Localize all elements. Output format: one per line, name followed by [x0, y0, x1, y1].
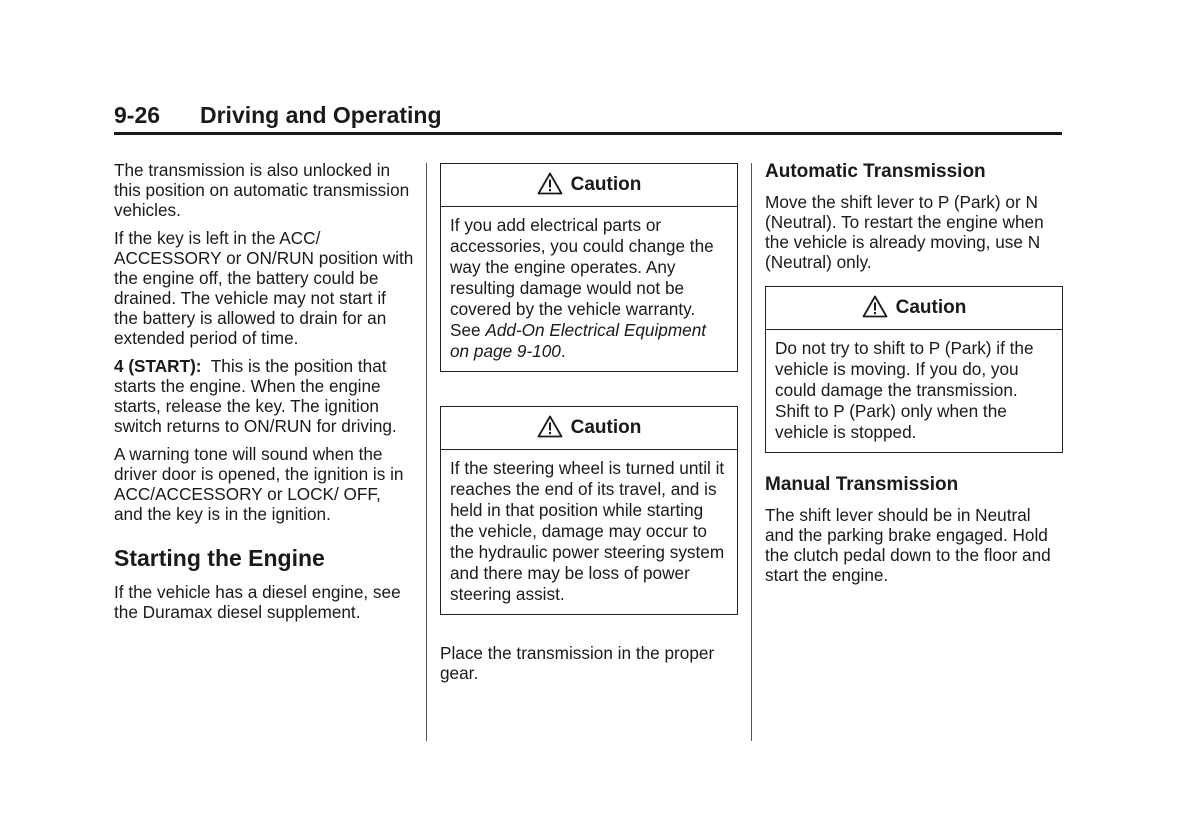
paragraph-transmission-unlocked: The transmission is also unlocked in this position on automatic transmission vehicles.	[114, 160, 410, 220]
caution-title: Caution	[570, 174, 642, 195]
column-left	[114, 160, 414, 630]
caution-box-shift	[765, 286, 1063, 453]
caution-text	[450, 215, 728, 362]
caution-box-electrical	[440, 163, 738, 372]
caution-body	[441, 207, 737, 371]
section-title: Driving and Operating	[200, 102, 442, 128]
page-number: 9-26	[114, 102, 161, 128]
paragraph-manual-shift: The shift lever should be in Neutral and the parking brake engaged. Hold the clutch pedal down to the floor and start the engine.	[765, 505, 1051, 585]
page-header	[114, 100, 1062, 135]
paragraph-diesel-engine: If the vehicle has a diesel engine, see the Duramax diesel supplement.	[114, 582, 401, 622]
caution-text: If the steering wheel is turned until it reaches the end of its travel, and is held in that position while starting the vehicle, damage may occur to the hydraulic power steering system and there may be loss of power steering assist.	[450, 458, 725, 604]
column-right	[765, 160, 1063, 593]
caution-box-steering	[440, 406, 738, 615]
paragraph-warning-tone: A warning tone will sound when the driver door is opened, the ignition is in ACC/ACCESSORY or LOCK/ OFF, and the key is in the ignition.	[114, 444, 404, 524]
heading-manual-transmission: Manual Transmission	[765, 474, 959, 495]
caution-body	[441, 450, 737, 614]
warning-triangle-icon	[537, 172, 563, 195]
caution-header	[441, 407, 737, 450]
caution-text-end: .	[560, 341, 566, 361]
start-label: 4 (START):	[114, 356, 202, 376]
column-divider-right	[751, 163, 752, 741]
paragraph-start-position	[114, 356, 414, 436]
warning-triangle-icon	[862, 295, 888, 318]
column-divider-left	[426, 163, 427, 741]
caution-body	[766, 330, 1062, 452]
start-text: This is the position that starts the engine. When the engine starts, release the key. The ignition switch returns to ON/RUN for driving.	[114, 356, 397, 436]
paragraph-place-transmission: Place the transmission in the proper gear.	[440, 643, 715, 683]
caution-header	[441, 164, 737, 207]
caution-header	[766, 287, 1062, 330]
column-middle	[440, 163, 738, 691]
paragraph-shift-lever-park: Move the shift lever to P (Park) or N (Neutral). To restart the engine when the vehicle is already moving, use N (Neutral) only.	[765, 192, 1044, 272]
warning-triangle-icon	[537, 415, 563, 438]
caution-title: Caution	[895, 297, 967, 318]
heading-automatic-transmission: Automatic Transmission	[765, 161, 986, 182]
caution-text: Do not try to shift to P (Park) if the vehicle is moving. If you do, you could damage the transmission. Shift to P (Park) only when the vehicle is stopped.	[775, 338, 1034, 442]
caution-title: Caution	[570, 417, 642, 438]
cross-reference-link[interactable]: Add-On Electrical Equipment on page 9-100	[450, 320, 707, 361]
caution-text-main: If you add electrical parts or accessories, you could change the way the engine operates. Any resulting damage would not be covered by the vehicle warranty. See	[450, 215, 714, 340]
heading-starting-engine: Starting the Engine	[114, 545, 325, 571]
paragraph-key-left-acc: If the key is left in the ACC/ ACCESSORY or ON/RUN position with the engine off, the battery could be drained. The vehicle may not start if the battery is allowed to drain for an extended period of time.	[114, 228, 414, 348]
